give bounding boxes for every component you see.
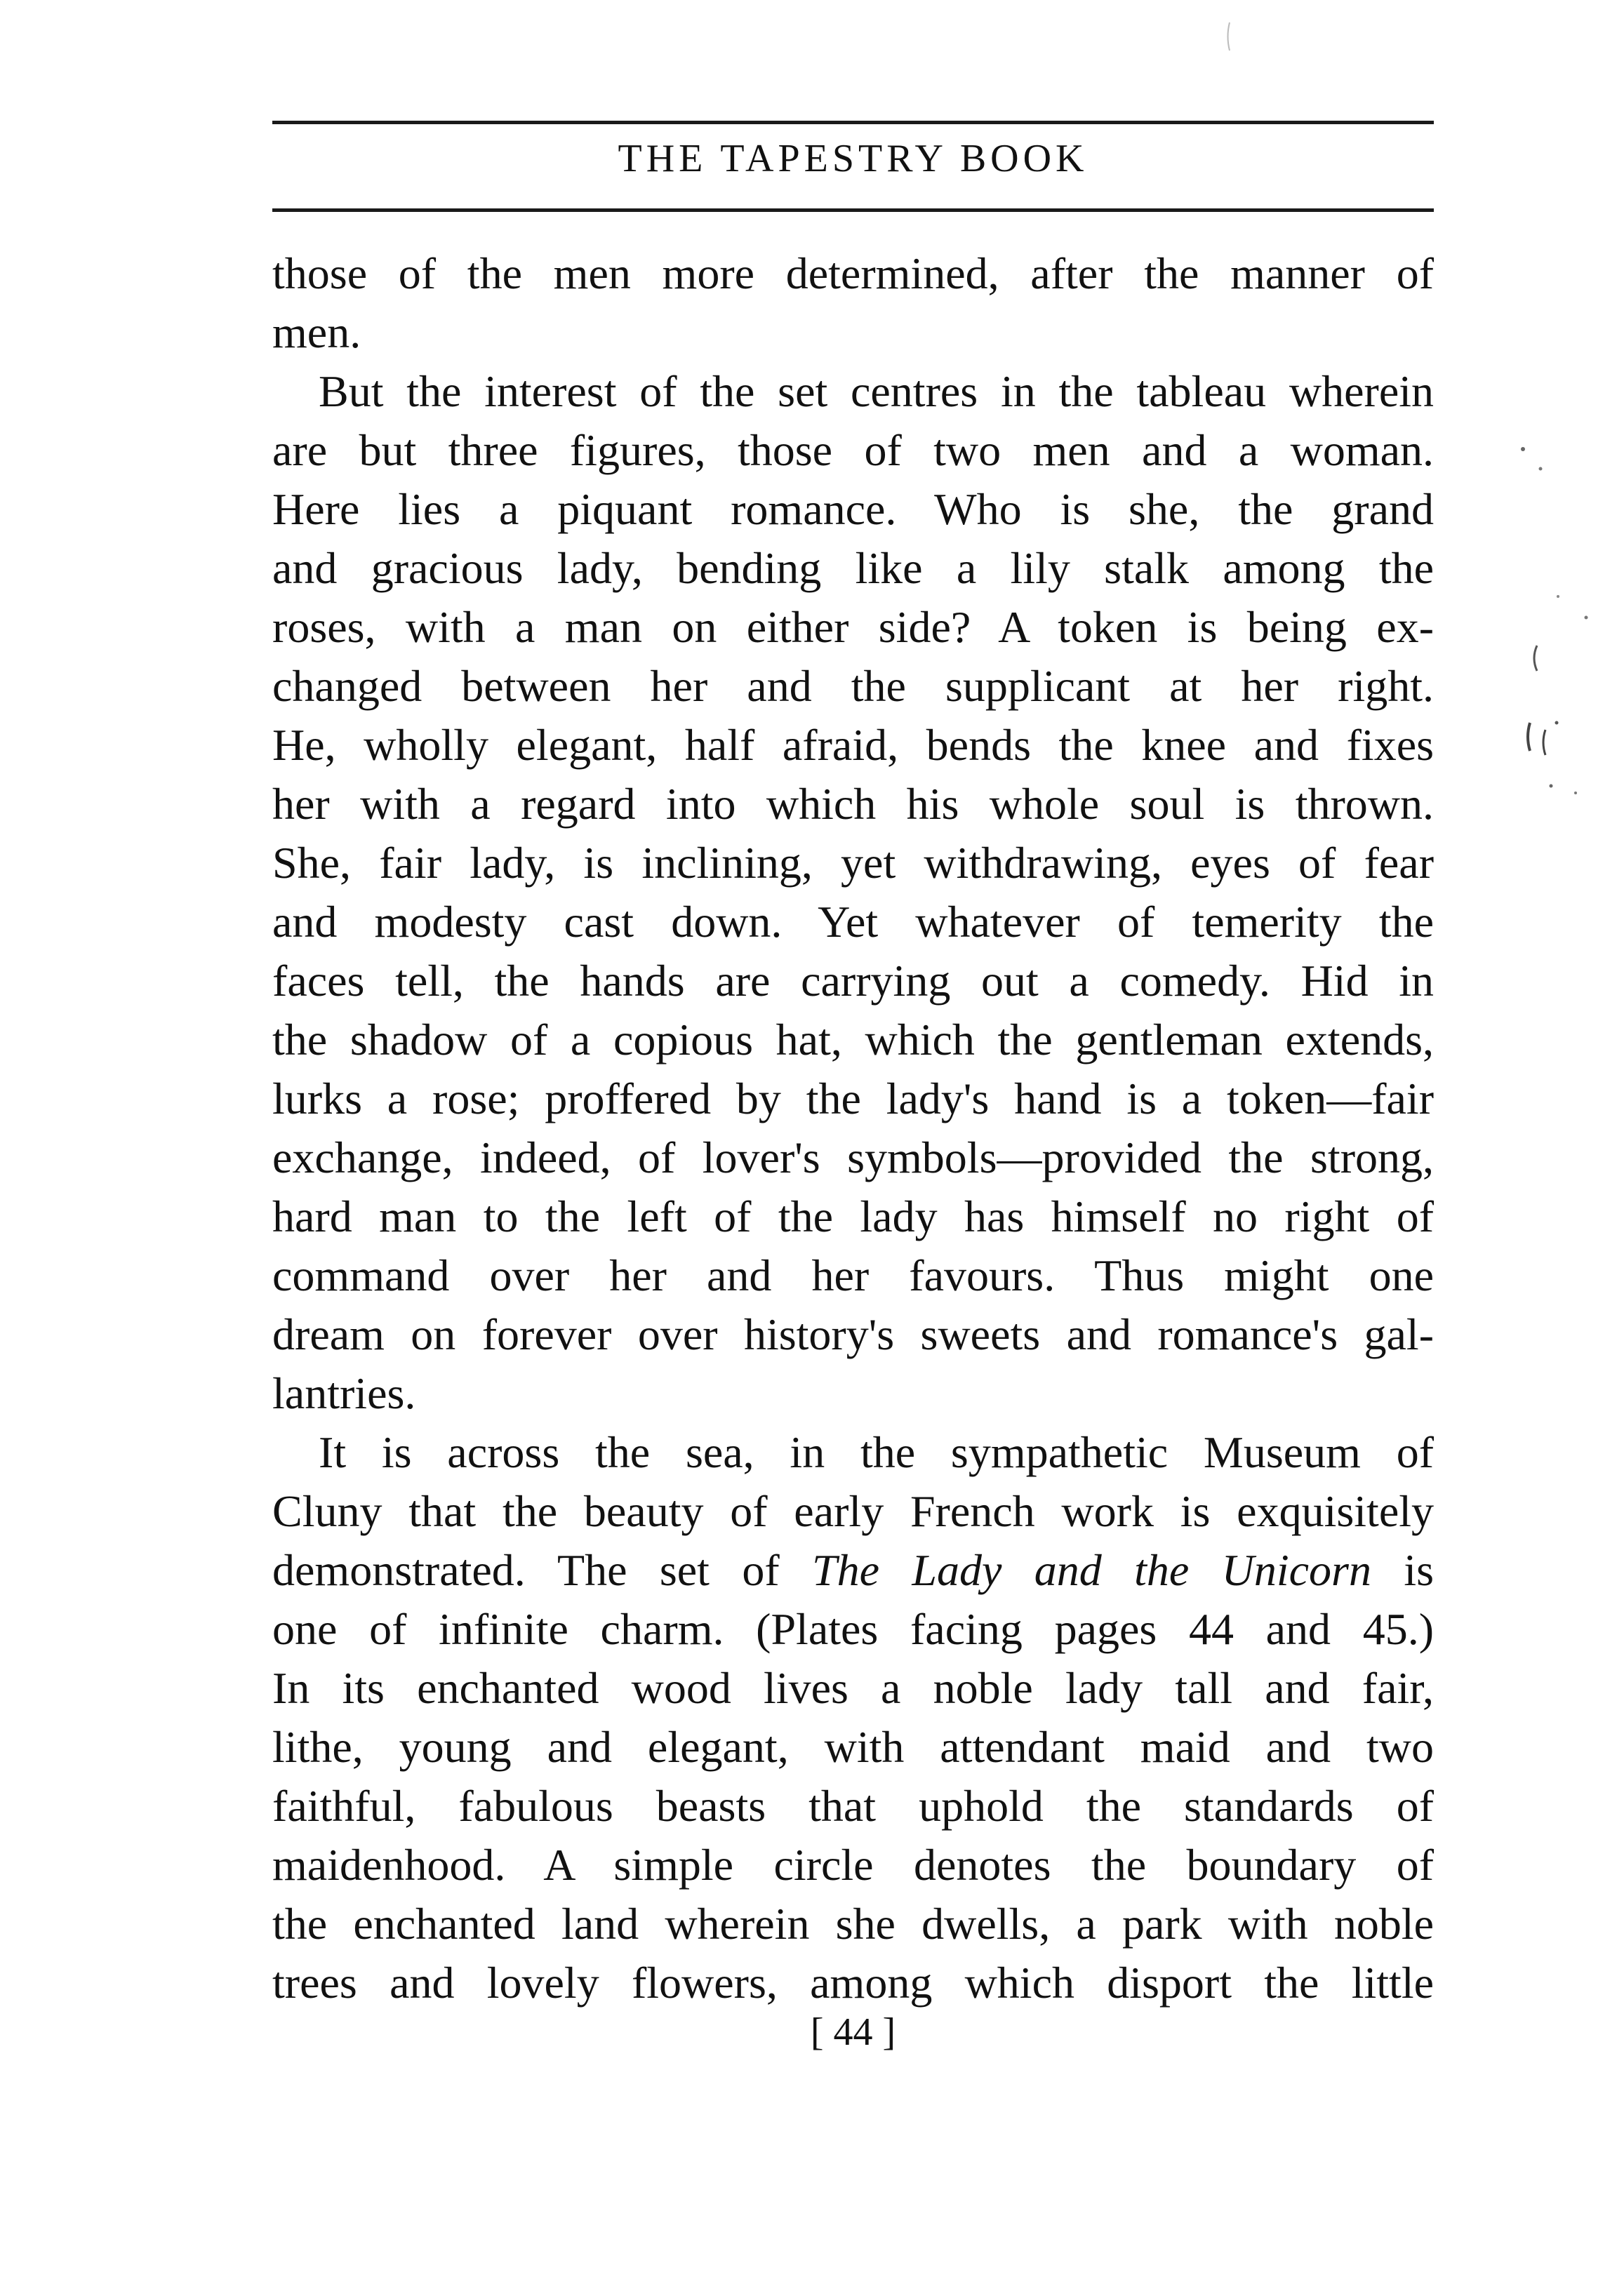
text-line: dream on forever over history's sweets and romance's gal- (272, 1309, 1434, 1359)
running-head: THE TAPESTRY BOOK (618, 137, 1089, 180)
text-line: In its enchanted wood lives a noble lady tall and fair, (272, 1663, 1434, 1713)
text-line: those of the men more determined, after the manner of (272, 248, 1434, 298)
header-rule-top (272, 121, 1434, 124)
text-line: Here lies a piquant romance. Who is she, the grand (272, 484, 1434, 534)
scan-speck-icon (1224, 18, 1238, 60)
text-line: maidenhood. A simple circle denotes the boundary of (272, 1840, 1434, 1890)
text-line: He, wholly elegant, half afraid, bends the knee and fixes (272, 720, 1434, 770)
text-line: But the interest of the set centres in the tableau wherein (319, 366, 1434, 416)
italic-title: The Lady and the Unicorn (812, 1545, 1371, 1595)
body-text (272, 244, 1434, 2013)
text-run: demonstrated. The set of (272, 1545, 812, 1595)
text-line: command over her and her favours. Thus might one (272, 1250, 1434, 1300)
header-rule-bottom (272, 208, 1434, 212)
text-line: the shadow of a copious hat, which the gentleman extends, (272, 1015, 1434, 1064)
text-line: changed between her and the supplicant at her right. (272, 661, 1434, 711)
text-line: her with a regard into which his whole soul is thrown. (272, 779, 1434, 829)
text-line (272, 1541, 1434, 1600)
text-line: roses, with a man on either side? A token is being ex- (272, 602, 1434, 652)
text-line: faces tell, the hands are carrying out a comedy. Hid in (272, 956, 1434, 1006)
text-run: is (1371, 1545, 1434, 1595)
scan-specks-icon (1509, 435, 1607, 828)
text-line: lithe, young and elegant, with attendant maid and two (272, 1722, 1434, 1772)
text-line: men. (272, 307, 361, 357)
text-line: lurks a rose; proffered by the lady's hand is a token—fair (272, 1074, 1434, 1123)
text-line: hard man to the left of the lady has himself no right of (272, 1192, 1434, 1241)
page-number: [ 44 ] (810, 2010, 896, 2054)
text-line: She, fair lady, is inclining, yet withdrawing, eyes of fear (272, 838, 1434, 888)
text-line: and modesty cast down. Yet whatever of temerity the (272, 897, 1434, 947)
text-line: lantries. (272, 1368, 416, 1418)
text-line: one of infinite charm. (Plates facing pages 44 and 45.) (272, 1604, 1434, 1654)
text-line: exchange, indeed, of lover's symbols—provided the strong, (272, 1133, 1434, 1182)
text-line: the enchanted land wherein she dwells, a park with noble (272, 1899, 1434, 1949)
text-line: It is across the sea, in the sympathetic Museum of (319, 1427, 1434, 1477)
text-line: faithful, fabulous beasts that uphold the standards of (272, 1781, 1434, 1831)
text-line: trees and lovely flowers, among which disport the little (272, 1958, 1434, 2008)
text-line: and gracious lady, bending like a lily stalk among the (272, 543, 1434, 593)
text-line: Cluny that the beauty of early French work is exquisitely (272, 1486, 1434, 1536)
text-line: are but three figures, those of two men and a woman. (272, 425, 1434, 475)
